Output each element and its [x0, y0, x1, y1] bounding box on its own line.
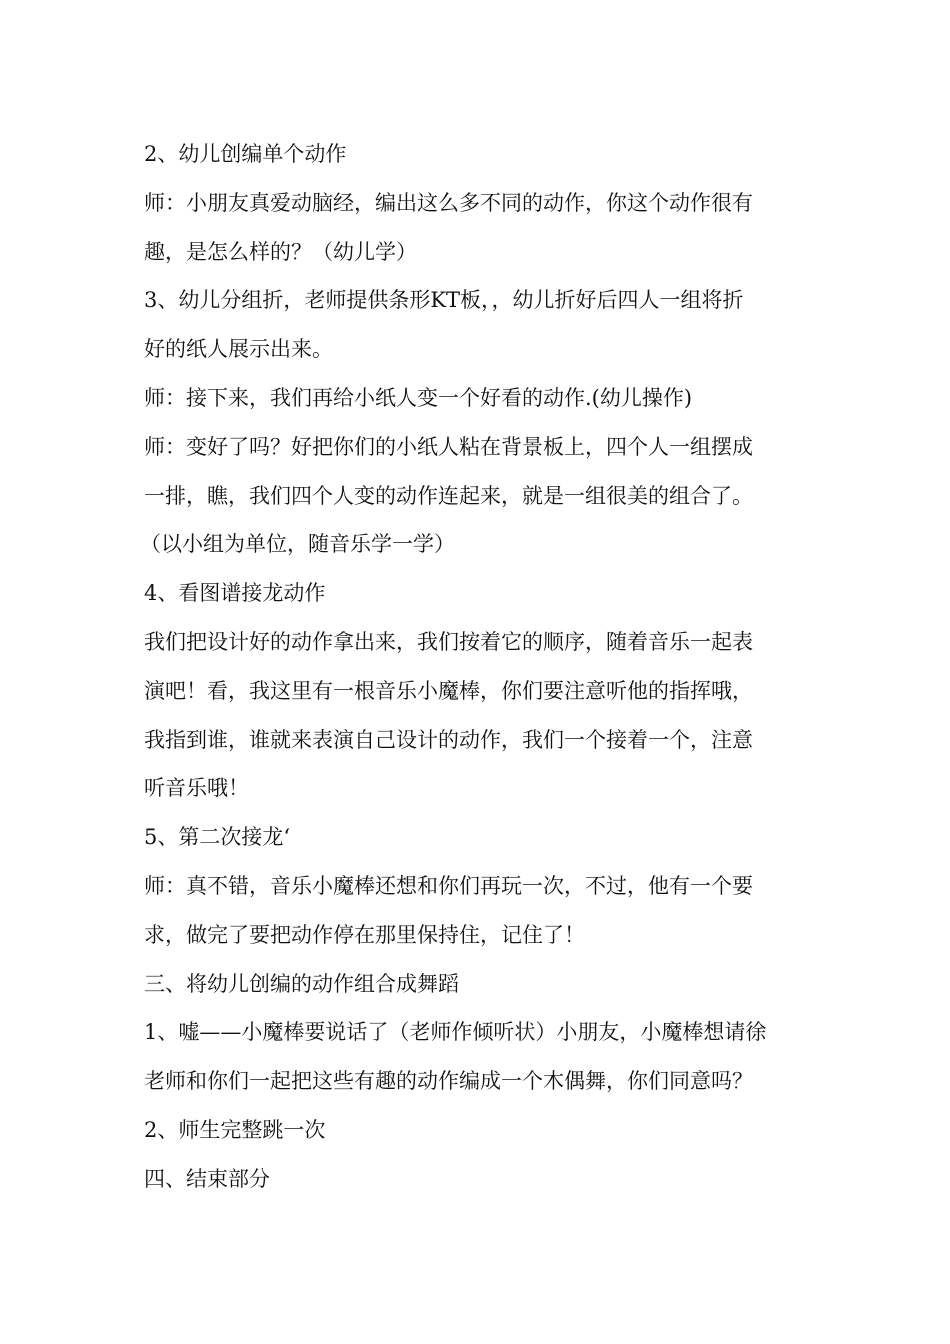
paragraph-line: 1、嘘——小魔棒要说话了（老师作倾听状）小朋友，小魔棒想请徐: [144, 1020, 767, 1045]
part-heading-4: 四、结束部分: [144, 1166, 270, 1191]
part-heading-3: 三、将幼儿创编的动作组合成舞蹈: [144, 971, 459, 996]
paragraph-line: 听音乐哦！: [144, 776, 249, 801]
paragraph-line: 趣，是怎么样的？（幼儿学）: [144, 239, 417, 264]
paragraph-line: （以小组为单位，随音乐学一学）: [140, 532, 455, 557]
section-heading-2: 2、幼儿创编单个动作: [144, 142, 347, 166]
paragraph-line: 好的纸人展示出来。: [144, 337, 333, 362]
paragraph-line: 老师和你们一起把这些有趣的动作编成一个木偶舞，你们同意吗？: [144, 1069, 753, 1094]
paragraph-line: 一排，瞧，我们四个人变的动作连起来，就是一组很美的组合了。: [144, 483, 753, 508]
paragraph-line: 演吧！看，我这里有一根音乐小魔棒，你们要注意听他的指挥哦，: [144, 678, 753, 703]
document-body: [140, 130, 809, 1204]
paragraph-line: 师：真不错，音乐小魔棒还想和你们再玩一次，不过，他有一个要: [144, 873, 753, 898]
section-heading-4: 4、看图谱接龙动作: [144, 581, 326, 606]
paragraph-line: 我指到谁，谁就来表演自己设计的动作，我们一个接着一个，注意: [144, 727, 753, 752]
paragraph-line: 师：变好了吗？好把你们的小纸人粘在背景板上，四个人一组摆成: [144, 434, 753, 459]
paragraph-line: 师：小朋友真爱动脑经，编出这么多不同的动作，你这个动作很有: [144, 190, 753, 215]
paragraph-line: 师：接下来，我们再给小纸人变一个好看的动作.(幼儿操作): [144, 385, 693, 410]
section-heading-5: 5、第二次接龙‘: [144, 825, 291, 850]
paragraph-line: 我们把设计好的动作拿出来，我们按着它的顺序，随着音乐一起表: [144, 629, 753, 654]
list-item: 2、师生完整跳一次: [144, 1117, 326, 1142]
paragraph-line: 求，做完了要把动作停在那里保持住，记住了！: [144, 922, 585, 947]
section-heading-3: 3、幼儿分组折，老师提供条形KT板，，幼儿折好后四人一组将折: [144, 288, 744, 313]
